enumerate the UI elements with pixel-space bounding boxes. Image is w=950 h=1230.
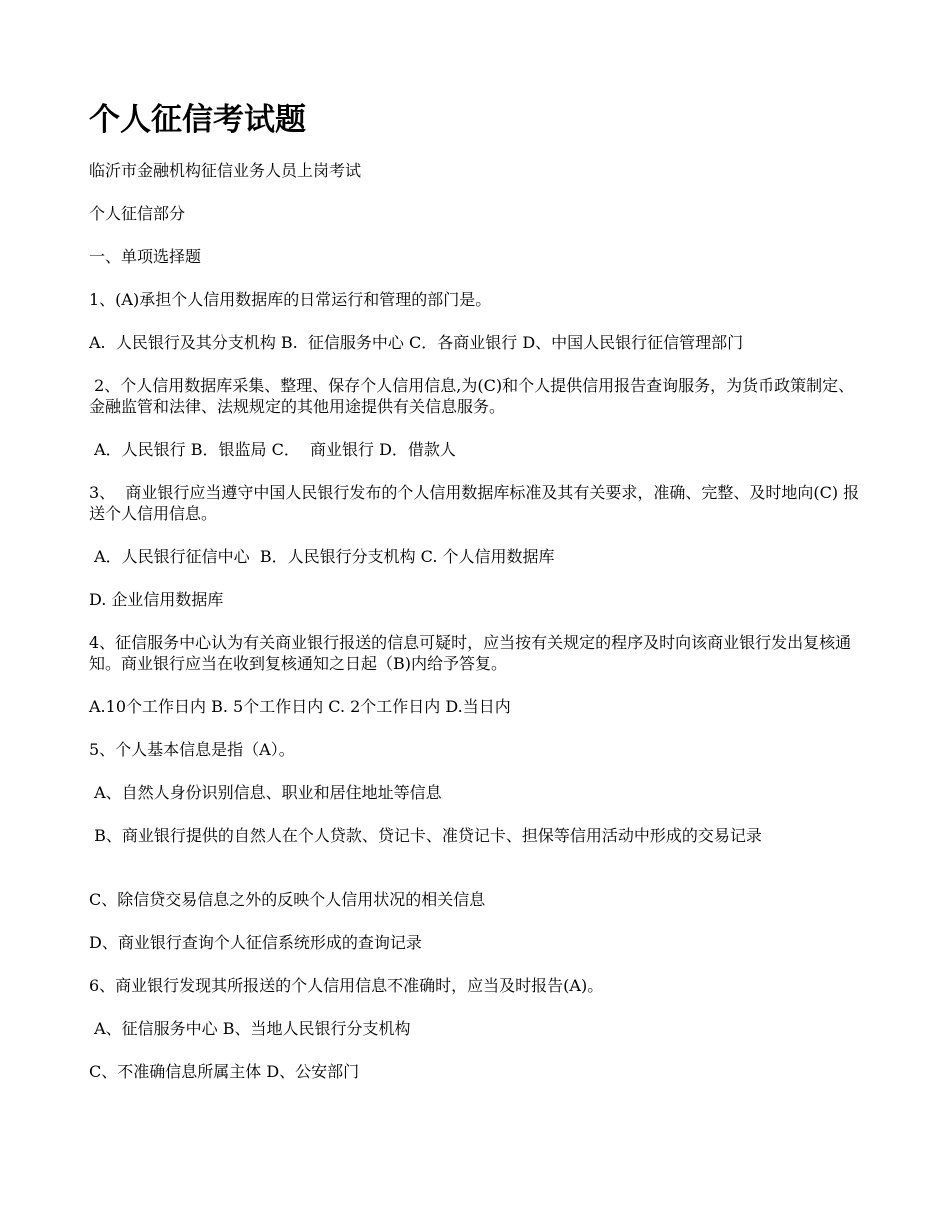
question-5: 5、个人基本信息是指（A）。 [89,740,295,759]
question-2: 2、个人信用数据库采集、整理、保存个人信用信息,为(C)和个人提供信用报告查询服务，为货币政策制定、金融监管和法律、法规规定的其他用途提供有关信息服务。 [89,376,855,416]
question-4: 4、征信服务中心认为有关商业银行报送的信息可疑时，应当按有关规定的程序及时向该商业银行发出复核通知。商业银行应当在收到复核通知之日起（B)内给予答复。 [89,633,852,673]
question-3-options-a: A．人民银行征信中心 B．人民银行分支机构 C. 个人信用数据库 [89,547,555,566]
question-4-options: A.10个工作日内 B. 5个工作日内 C. 2个工作日内 D.当日内 [89,697,511,716]
part-heading: 一、单项选择题 [89,247,202,266]
question-6-options-a: A、征信服务中心 B、当地人民银行分支机构 [89,1019,411,1038]
question-3: 3、 商业银行应当遵守中国人民银行发布的个人信用数据库标准及其有关要求，准确、完整、及时地向(C) 报送个人信用信息。 [89,483,860,523]
section-heading: 个人征信部分 [89,204,186,223]
exam-subtitle: 临沂市金融机构征信业务人员上岗考试 [89,161,362,180]
question-5-option-a: A、自然人身份识别信息、职业和居住地址等信息 [89,783,442,802]
question-6: 6、商业银行发现其所报送的个人信用信息不准确时，应当及时报告(A)。 [89,976,604,995]
question-3-options-b: D. 企业信用数据库 [89,590,224,609]
document-title: 个人征信考试题 [89,102,306,138]
question-2-options: A．人民银行 B．银监局 C． 商业银行 D．借款人 [89,440,456,459]
question-5-option-d: D、商业银行查询个人征信系统形成的查询记录 [89,933,422,952]
question-1: 1、(A)承担个人信用数据库的日常运行和管理的部门是。 [89,290,492,309]
question-6-options-b: C、不准确信息所属主体 D、公安部门 [89,1062,360,1081]
question-5-option-b: B、商业银行提供的自然人在个人贷款、贷记卡、准贷记卡、担保等信用活动中形成的交易记录 [89,826,762,845]
question-5-option-c: C、除信贷交易信息之外的反映个人信用状况的相关信息 [89,890,486,909]
question-1-options: A. 人民银行及其分支机构 B. 征信服务中心 C．各商业银行 D、中国人民银行征信管理部门 [89,333,744,352]
